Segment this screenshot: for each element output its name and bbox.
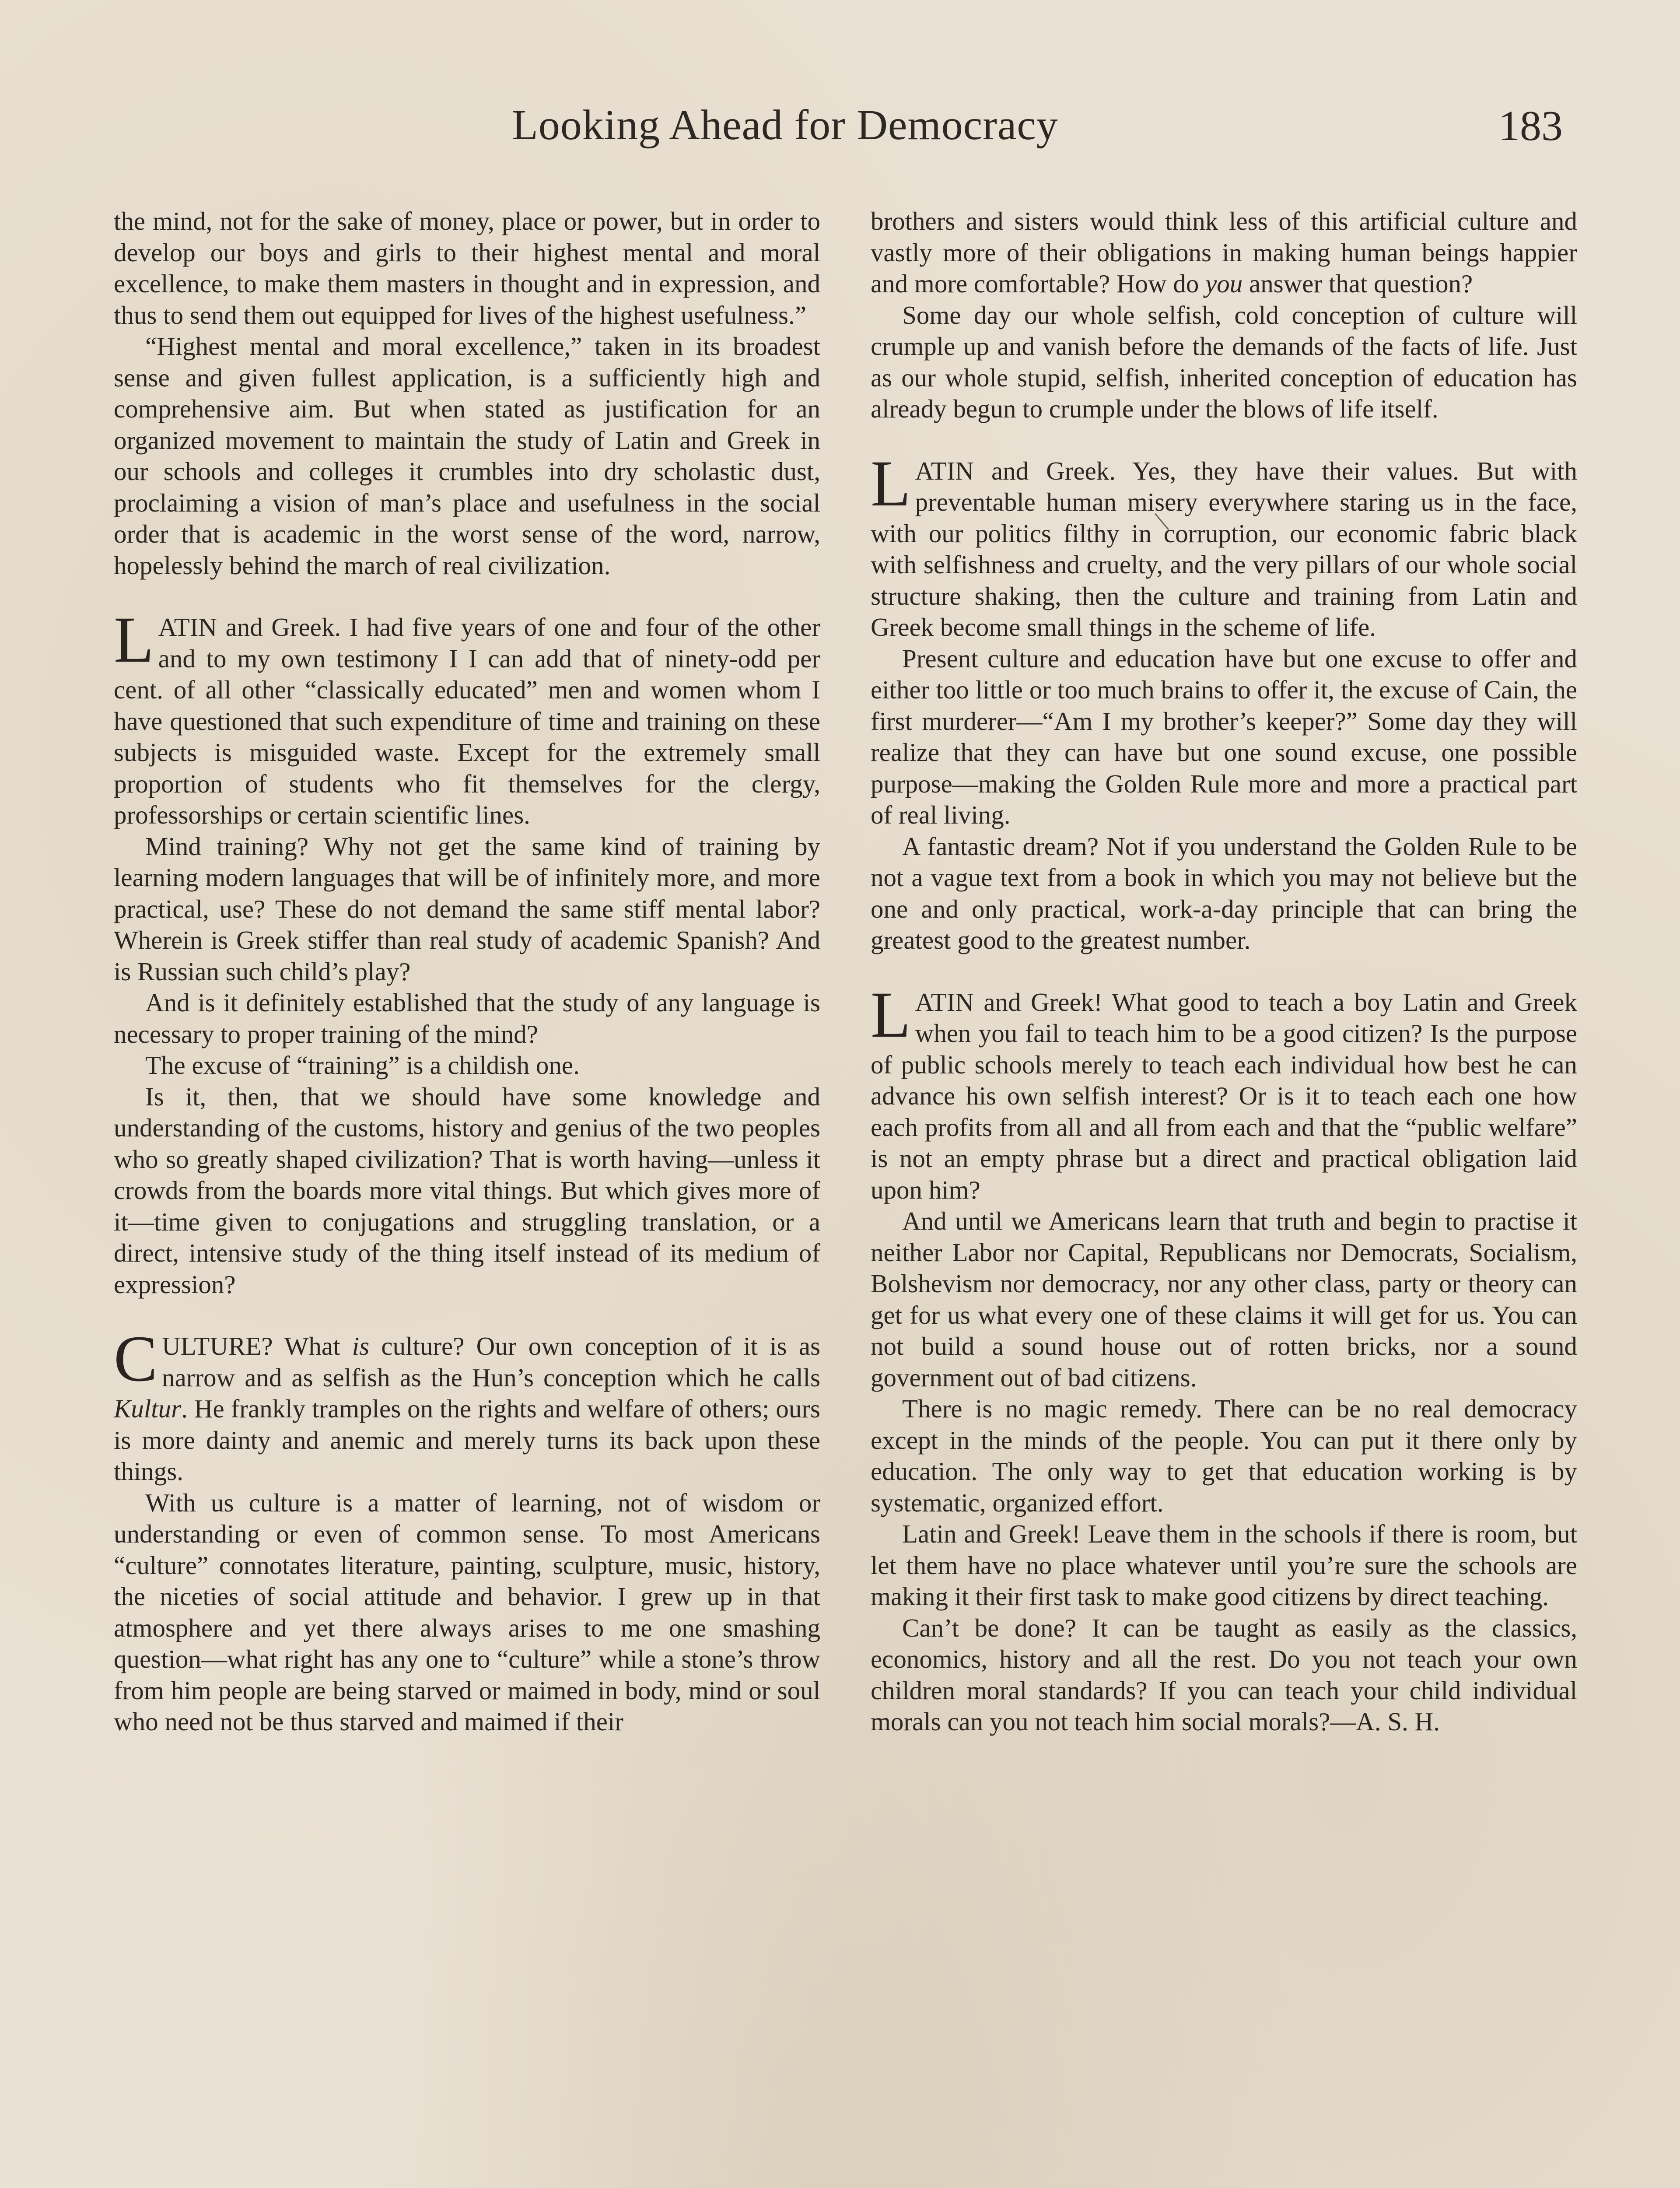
paragraph-text: culture? Our own conception of it is as narrow and as selfish as the Hun’s conception which he calls — [162, 1332, 820, 1392]
paragraph — [871, 206, 1577, 300]
article-section-culture — [114, 1322, 820, 1738]
paragraph-text: brothers and sisters would think less of this artificial culture and vastly more of their obligations in making human beings happier and more comfortable? How do — [871, 207, 1577, 298]
left-column — [114, 206, 820, 1738]
paragraph: Some day our whole selfish, cold conception of culture will crumple up and vanish before the demands of the facts of life. Just as our whole stupid, selfish, inherited conception of education has already begun to crumple under the blows of life itself. — [871, 300, 1577, 423]
paragraph: With us culture is a matter of learning, not of wisdom or understanding or even of common sense. To most Americans “culture” connotates literature, painting, sculpture, music, history, the niceties of social attitude and behavior. I grew up in that atmosphere and yet there always arises to me one smashing question—what right has any one to “culture” while a stone’s throw from him people are being starved or maimed in body, mind or soul who need not be thus starved and maimed if their — [114, 1488, 820, 1736]
paragraph: And until we Americans learn that truth and begin to practise it neither Labor nor Capital, Republicans nor Democrats, Socialism, Bolshevism nor democracy, nor any other class, party or theory can get for us what every one of these claims it will get for us. You can not build a sound house out of rotten bricks, nor a sound government out of bad citizens. — [871, 1206, 1577, 1392]
paragraph-text: ATIN and Greek. I had five years of one and four of the other and to my own testimony I I can add that of ninety-odd per cent. of all other “classically educated” men and women whom I have questioned that such expenditure of time and training on these subjects is misguided waste. Except for the extremely small proportion of students who fit themselves for the clergy, professorships or certain scientific lines. — [114, 613, 820, 829]
paragraph-text: . He frankly tramples on the rights and welfare of others; ours is more dainty and anemic and merely turns its back upon these things. — [114, 1394, 820, 1486]
running-head-title: Looking Ahead for Democracy — [512, 102, 1058, 149]
paragraph-with-drop-cap — [114, 1322, 820, 1487]
paragraph-text: ATIN and Greek! What good to teach a boy Latin and Greek when you fail to teach him to be a good citizen? Is the purpose of public schools merely to teach each individual how best he can advance his own selfish interest? Or is it to teach each one how each profits from all and all from each and that the “public welfare” is not an empty phrase but a direct and practical obligation laid upon him? — [871, 987, 1577, 1204]
drop-cap: L — [871, 447, 911, 520]
paragraph-with-drop-cap — [114, 603, 820, 831]
paragraph: The excuse of “training” is a childish one. — [145, 1051, 580, 1080]
page-number: 183 — [1498, 102, 1563, 150]
paragraph: And is it definitely established that the study of any language is necessary to proper training of the mind? — [114, 988, 820, 1048]
paragraph-text: ATIN and Greek. Yes, they have their values. But with preventable human misery everywhere staring us in the face, with our politics filthy in corruption, our economic fabric black with selfishness and cruelty, and the very pillars of our whole social structure shaking, then the culture and training from Latin and Greek become small things in the scheme of life. — [871, 456, 1577, 642]
paragraph: A fantastic dream? Not if you understand the Golden Rule to be not a vague text from a book in which you may not believe but the one and only practical, work-a-day principle that can bring the greatest good to the greatest number. — [871, 831, 1577, 954]
paragraph-text: ULTURE? What — [162, 1332, 352, 1360]
paragraph: Is it, then, that we should have some knowledge and understanding of the customs, history and genius of the two peoples who so greatly shaped civilization? That is worth having—unless it crowds from the boards more vital things. But which gives more of it—time given to conjugations and struggling translation, or a direct, intensive study of the thing itself instead of its medium of expression? — [114, 1082, 820, 1299]
drop-cap: L — [871, 978, 911, 1051]
drop-cap: L — [114, 603, 154, 676]
article-section-continuation — [871, 206, 1577, 425]
right-column — [871, 206, 1577, 1738]
paragraph: “Highest mental and moral excellence,” taken in its broadest sense and given fullest application, is a sufficiently high and comprehensive aim. But when stated as justification for an organized movement to maintain the study of Latin and Greek in our schools and colleges it crumbles into dry scholastic dust, proclaiming a vision of man’s place and usefulness in the social order that is academic in the worst sense of the word, narrow, hopelessly behind the march of real civilization. — [114, 332, 820, 580]
paragraph: Latin and Greek! Leave them in the schools if there is room, but let them have no place whatever until you’re sure the schools are making it their first task to make good citizens by direct teaching. — [871, 1519, 1577, 1611]
paragraph: There is no magic remedy. There can be no real democracy except in the minds of the people. You can put it there only by education. The only way to get that education working is by systematic, organized effort. — [871, 1394, 1577, 1517]
paragraph-with-drop-cap — [871, 447, 1577, 643]
article-section-latin-greek — [114, 603, 820, 1300]
paragraph: the mind, not for the sake of money, place or power, but in order to develop our boys and girls to their highest mental and moral excellence, to make them masters in thought and in expression, and thus to send them out equipped for lives of the highest usefulness.” — [114, 207, 820, 330]
paragraph: Mind training? Why not get the same kind of training by learning modern languages that will be of infinitely more, and more practical, use? These do not demand the same stiff mental labor? Wherein is Greek stiffer than real study of academic Spanish? And is Russian such child’s play? — [114, 831, 820, 986]
emphasis: is — [352, 1332, 370, 1360]
article-section-continuation — [114, 206, 820, 581]
paragraph: Can’t be done? It can be taught as easily as the classics, economics, history and all the rest. Do you not teach your own children moral standards? If you can teach your child individual morals can you not teach him social morals?—A. S. H. — [871, 1613, 1577, 1736]
emphasis: you — [1205, 269, 1243, 298]
paragraph-text: answer that question? — [1242, 269, 1473, 298]
article-section-citizenship — [871, 978, 1577, 1738]
article-section-values — [871, 447, 1577, 956]
paragraph-with-drop-cap — [871, 978, 1577, 1206]
drop-cap: C — [114, 1322, 158, 1395]
paragraph: Present culture and education have but one excuse to offer and either too little or too much brains to offer it, the excuse of Cain, the first murderer—“Am I my brother’s keeper?” Some day they will realize that they can have but one sound excuse, one possible purpose—making the Golden Rule more and more a practical part of real living. — [871, 644, 1577, 829]
emphasis: Kultur — [114, 1394, 182, 1423]
